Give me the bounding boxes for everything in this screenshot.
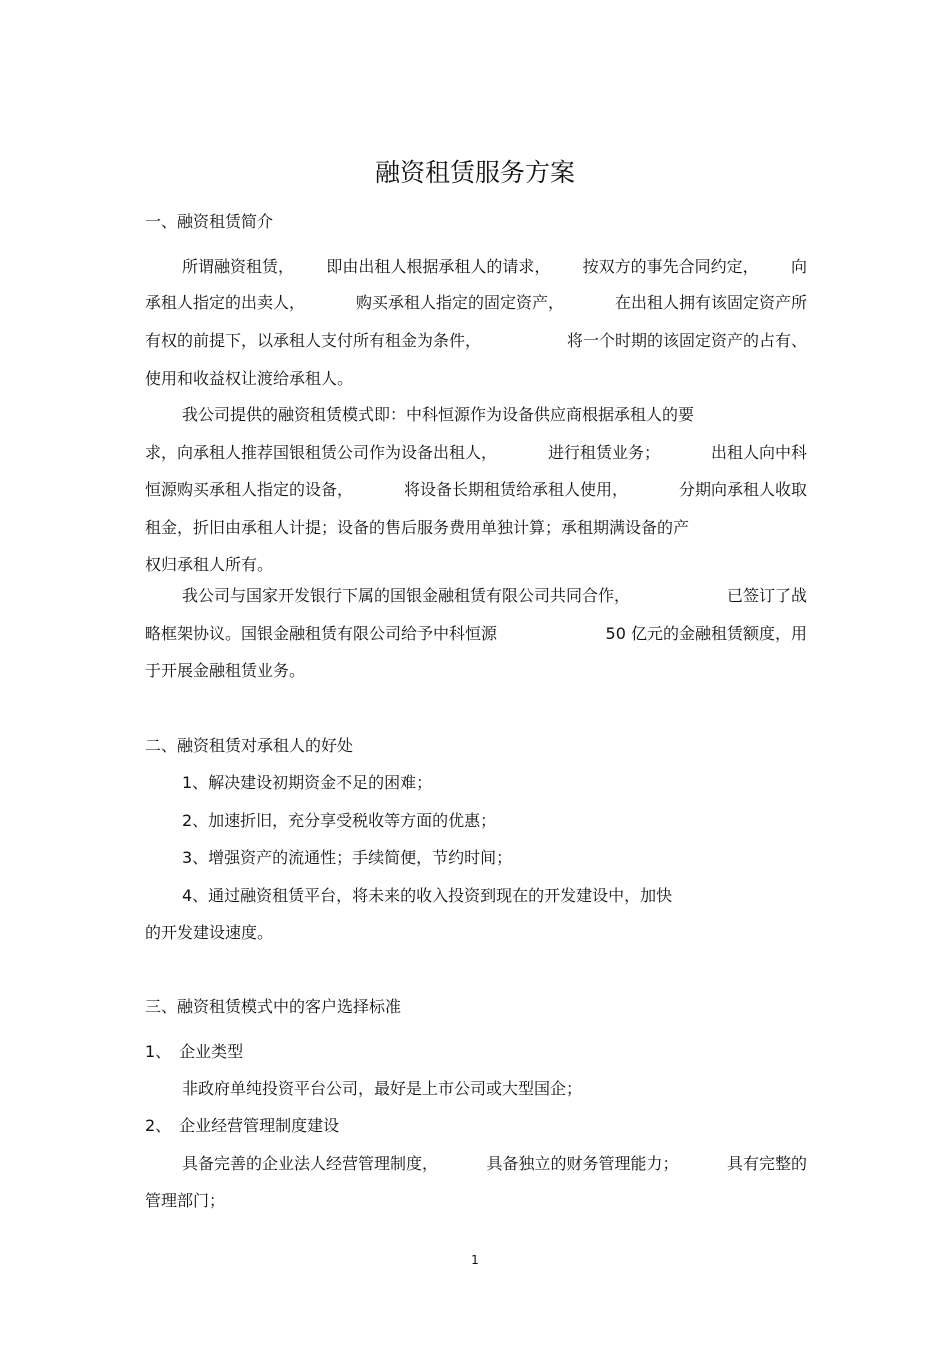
s1-p1-line-1 <box>182 256 807 278</box>
text-segment: 分期向承租人收取 <box>678 480 807 499</box>
s1-p2-line-2 <box>145 442 807 464</box>
criterion-2-line-2: 管理部门； <box>145 1191 226 1210</box>
section-2-heading: 二、融资租赁对承租人的好处 <box>145 736 354 755</box>
s1-p3-line-1 <box>182 585 807 607</box>
text-segment: 所谓融资租赁， <box>182 257 295 276</box>
benefit-item-4-cont: 的开发建设速度。 <box>145 923 274 942</box>
text-segment: 求，向承租人推荐国银租赁公司作为设备出租人， <box>145 443 498 462</box>
s1-p2-line-4: 租金，折旧由承租人计提；设备的售后服务费用单独计算；承租期满设备的产 <box>145 518 690 537</box>
text-segment: 购买承租人指定的固定资产， <box>355 293 564 312</box>
s1-p1-line-4: 使用和收益权让渡给承租人。 <box>145 369 354 388</box>
criterion-1-label: 1、 企业类型 <box>145 1042 244 1061</box>
benefit-item-4: 4、通过融资租赁平台，将未来的收入投资到现在的开发建设中，加快 <box>182 886 673 905</box>
text-segment: 将一个时期的该固定资产的占有、 <box>566 331 807 350</box>
s1-p2-line-3 <box>145 479 807 501</box>
section-1-heading: 一、融资租赁简介 <box>145 212 274 231</box>
s1-p1-line-3 <box>145 330 807 352</box>
s1-p3-line-3: 于开展金融租赁业务。 <box>145 661 306 680</box>
text-segment: 具备独立的财务管理能力； <box>486 1154 679 1173</box>
text-segment: 具有完整的 <box>726 1154 807 1173</box>
text-segment: 我公司与国家开发银行下属的国银金融租赁有限公司共同合作， <box>182 586 631 605</box>
section-3-heading: 三、融资租赁模式中的客户选择标准 <box>145 997 402 1016</box>
text-segment: 有权的前提下，以承租人支付所有租金为条件， <box>145 331 482 350</box>
text-segment: 进行租赁业务； <box>547 443 660 462</box>
text-segment: 恒源购买承租人指定的设备， <box>145 480 354 499</box>
text-segment: 向 <box>790 257 807 276</box>
text-segment: 略框架协议。国银金融租赁有限公司给予中科恒源 <box>145 624 498 643</box>
document-title: 融资租赁服务方案 <box>374 158 575 187</box>
benefit-item-1: 1、解决建设初期资金不足的困难； <box>182 773 433 792</box>
text-segment: 出租人向中科 <box>710 443 807 462</box>
text-segment: 按双方的事先合同约定， <box>582 257 759 276</box>
benefit-item-2: 2、加速折旧，充分享受税收等方面的优惠； <box>182 811 497 830</box>
text-segment: 具备完善的企业法人经营管理制度， <box>182 1154 439 1173</box>
criterion-2-line-1 <box>182 1153 807 1175</box>
criterion-2-label: 2、 企业经营管理制度建设 <box>145 1116 340 1135</box>
s1-p1-line-2 <box>145 292 807 314</box>
text-segment: 将设备长期租赁给承租人使用， <box>403 480 628 499</box>
text-segment: 承租人指定的出卖人， <box>145 293 306 312</box>
text-segment: 即由出租人根据承租人的请求， <box>326 257 551 276</box>
text-segment: 已签订了战 <box>726 586 807 605</box>
s1-p3-line-2 <box>145 623 807 645</box>
page-number: 1 <box>471 1253 479 1267</box>
s1-p2-line-5: 权归承租人所有。 <box>145 555 274 574</box>
s1-p2-line-1: 我公司提供的融资租赁模式即：中科恒源作为设备供应商根据承租人的要 <box>182 405 695 424</box>
criterion-1-text: 非政府单纯投资平台公司，最好是上市公司或大型国企； <box>182 1079 583 1098</box>
text-segment: 50 亿元的金融租赁额度，用 <box>605 624 807 643</box>
text-segment: 在出租人拥有该固定资产所 <box>614 293 807 312</box>
benefit-item-3: 3、增强资产的流通性；手续简便，节约时间； <box>182 848 513 867</box>
